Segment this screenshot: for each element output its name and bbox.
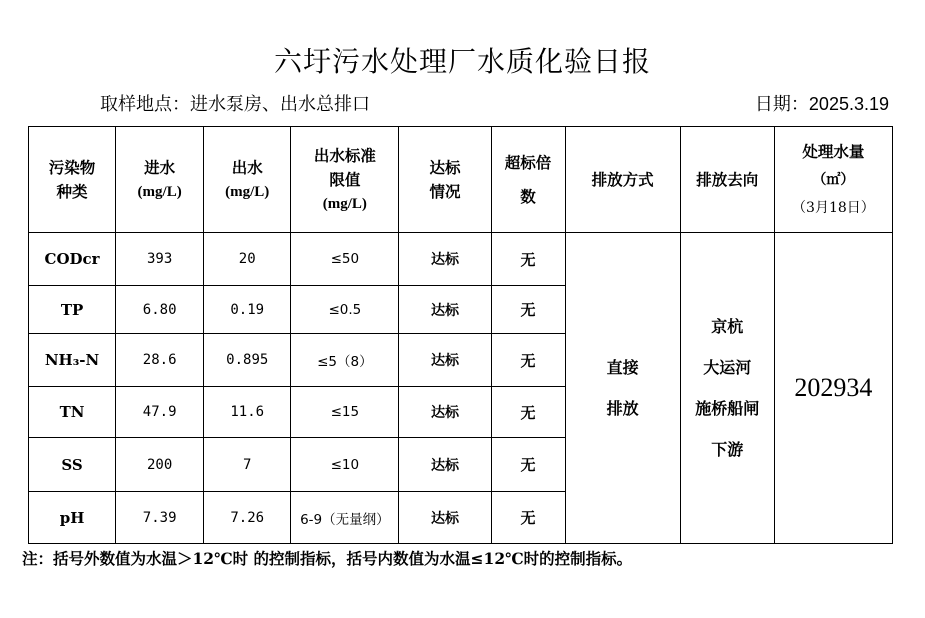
limit-value: ≤50 <box>291 233 399 286</box>
pollutant-name: CODcr <box>29 233 116 286</box>
limit-value: ≤0.5 <box>291 286 399 334</box>
compliance-status: 达标 <box>399 334 491 387</box>
pollutant-name: SS <box>29 438 116 492</box>
header-discharge-method: 排放方式 <box>565 127 680 233</box>
header-effluent: 出水 (mg/L) <box>204 127 291 233</box>
header-exceed: 超标倍 数 <box>491 127 565 233</box>
header-volume: 处理水量 （㎡） （3月18日） <box>774 127 892 233</box>
header-pollutant: 污染物 种类 <box>29 127 116 233</box>
limit-value: ≤5（8） <box>291 334 399 387</box>
table-row <box>29 233 893 286</box>
compliance-status: 达标 <box>399 286 491 334</box>
exceed-times: 无 <box>491 387 565 438</box>
pollutant-name: TP <box>29 286 116 334</box>
limit-value: 6-9（无量纲） <box>291 492 399 544</box>
treated-volume: 202934 <box>774 233 892 544</box>
influent-value: 6.80 <box>116 286 204 334</box>
influent-value: 200 <box>116 438 204 492</box>
pollutant-name: pH <box>29 492 116 544</box>
header-limit: 出水标准 限值 (mg/L) <box>291 127 399 233</box>
discharge-destination-cell: 京杭 大运河 施桥船闸 下游 <box>680 233 774 544</box>
exceed-times: 无 <box>491 286 565 334</box>
effluent-value: 7.26 <box>204 492 291 544</box>
compliance-status: 达标 <box>399 438 491 492</box>
effluent-value: 0.895 <box>204 334 291 387</box>
exceed-times: 无 <box>491 334 565 387</box>
influent-value: 7.39 <box>116 492 204 544</box>
header-discharge-dest: 排放去向 <box>680 127 774 233</box>
pollutant-name: NH₃-N <box>29 334 116 387</box>
effluent-value: 0.19 <box>204 286 291 334</box>
exceed-times: 无 <box>491 438 565 492</box>
discharge-method-cell: 直接 排放 <box>565 233 680 544</box>
influent-value: 28.6 <box>116 334 204 387</box>
water-quality-table <box>28 126 893 544</box>
header-compliance: 达标 情况 <box>399 127 491 233</box>
influent-value: 393 <box>116 233 204 286</box>
sampling-location: 取样地点：进水泵房、出水总排口 <box>100 94 370 115</box>
effluent-value: 11.6 <box>204 387 291 438</box>
effluent-value: 7 <box>204 438 291 492</box>
header-influent: 进水 (mg/L) <box>116 127 204 233</box>
footnote: 注：括号外数值为水温＞12℃时 的控制指标，括号内数值为水温≤12℃时的控制指标。 <box>22 549 633 568</box>
influent-value: 47.9 <box>116 387 204 438</box>
header-row <box>29 127 893 233</box>
exceed-times: 无 <box>491 492 565 544</box>
pollutant-name: TN <box>29 387 116 438</box>
compliance-status: 达标 <box>399 492 491 544</box>
exceed-times: 无 <box>491 233 565 286</box>
report-title: 六圩污水处理厂水质化验日报 <box>273 45 651 78</box>
report-date: 日期：2025.3.19 <box>754 94 889 114</box>
limit-value: ≤10 <box>291 438 399 492</box>
compliance-status: 达标 <box>399 233 491 286</box>
effluent-value: 20 <box>204 233 291 286</box>
compliance-status: 达标 <box>399 387 491 438</box>
limit-value: ≤15 <box>291 387 399 438</box>
